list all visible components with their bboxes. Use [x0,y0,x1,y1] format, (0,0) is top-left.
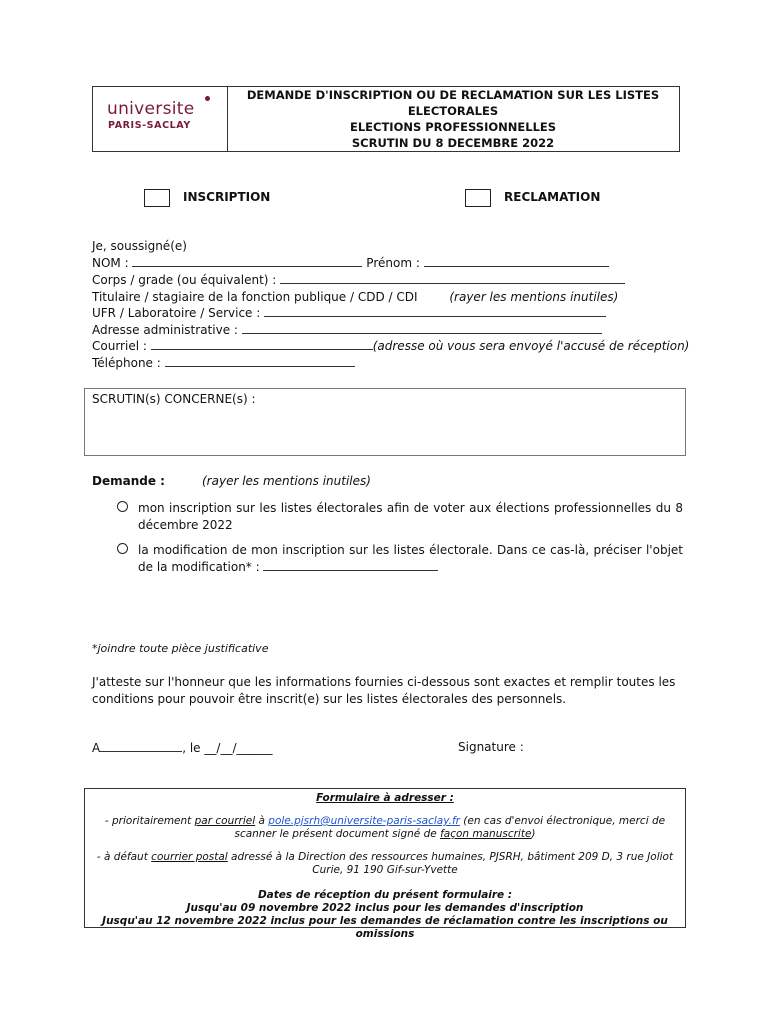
footer-text: (en cas d'envoi électronique, merci de [459,815,666,827]
form-title [227,87,679,151]
footer-dates-line: Jusqu'au 09 novembre 2022 inclus pour les demandes d'inscription [186,902,584,914]
prenom-label: Prénom : [366,256,420,270]
adresse-line [92,322,602,338]
nom-field[interactable] [132,255,362,267]
telephone-line [92,355,355,371]
inscription-label: INSCRIPTION [183,190,271,204]
logo-sub-text: PARIS-SACLAY [108,120,191,131]
nom-label: NOM : [92,256,129,270]
adresse-label: Adresse administrative : [92,323,238,337]
footer-text: façon manuscrite [440,828,532,840]
option-modification-text [138,542,683,576]
titulaire-label: Titulaire / stagiaire de la fonction publique / CDD / CDI [92,290,418,304]
scrutin-label: SCRUTIN(s) CONCERNE(s) : [92,392,256,406]
footer-text: adressé à la Direction des ressources humaines, PJSRH, bâtiment 209 D, 3 rue Joliot [227,851,674,863]
title-line: SCRUTIN DU 8 DECEMBRE 2022 [351,136,555,150]
footer-postal-line [85,851,685,864]
ufr-label: UFR / Laboratoire / Service : [92,306,261,320]
corps-label: Corps / grade (ou équivalent) : [92,273,277,287]
logo-main-text: universite [107,99,195,119]
footer-title: Formulaire à adresser : [316,792,454,804]
reclamation-checkbox[interactable] [465,189,491,207]
option-modification-radio[interactable] [117,543,128,554]
telephone-label: Téléphone : [92,356,161,370]
university-logo [93,87,228,151]
logo-dot-icon [205,96,210,101]
email-link[interactable]: pole.pjsrh@universite-paris-saclay.fr [268,815,460,827]
piece-note: *joindre toute pièce justificative [92,642,269,655]
footer-courriel-line [85,815,685,828]
a-prefix: A [92,741,101,755]
footer-box [84,788,686,940]
option-inscription-radio[interactable] [117,501,128,512]
inscription-checkbox[interactable] [144,189,170,207]
ufr-line [92,305,606,321]
footer-text: par courriel [194,815,256,827]
nom-line [92,255,609,271]
title-line: ELECTIONS PROFESSIONNELLES [349,120,557,134]
demande-note: (rayer les mentions inutiles) [202,474,371,488]
courriel-line [92,338,689,354]
footer-text: ) [531,828,536,840]
option-modification-label: la modification de mon inscription sur les listes électorale. Dans ce cas-là, préciser l'objet de la modification* : [138,543,683,574]
footer-address-line: Curie, 91 190 Gif-sur-Yvette [312,864,458,876]
courriel-note: (adresse où vous sera envoyé l'accusé de réception) [372,339,690,353]
titulaire-note: (rayer les mentions inutiles) [449,290,619,304]
signature-label: Signature : [458,740,524,754]
footer-scan-line [85,828,685,841]
footer-text: à [255,815,269,827]
option-inscription-text: mon inscription sur les listes électorales afin de voter aux élections professionnelles du 8 décembre 2022 [138,501,683,532]
modification-field[interactable] [263,559,438,571]
footer-dates-line: Jusqu'au 12 novembre 2022 inclus pour les demandes de réclamation contre les inscriptions ou omissions [102,915,668,940]
date-field[interactable]: __/__/______ [204,741,273,755]
footer-text: - prioritairement [104,815,195,827]
ufr-field[interactable] [264,305,606,317]
demande-label: Demande : [92,474,165,488]
form-header [92,86,680,152]
le-label: , le [182,741,201,755]
title-line: DEMANDE D'INSCRIPTION OU DE RECLAMATION SUR LES LISTES [246,88,660,102]
courriel-label: Courriel : [92,339,147,353]
footer-text: scanner le présent document signé de [234,828,441,840]
reclamation-label: RECLAMATION [504,190,601,204]
corps-line [92,272,625,288]
footer-dates-title: Dates de réception du présent formulaire : [257,889,513,901]
soussigne-line: Je, soussigné(e) [92,239,187,253]
scrutin-box[interactable] [84,388,686,456]
lieu-date-line [92,740,273,756]
title-line: ELECTORALES [407,104,499,118]
footer-text: - à défaut [96,851,152,863]
lieu-field[interactable] [100,740,182,752]
corps-field[interactable] [280,272,625,284]
titulaire-line [92,289,618,305]
prenom-field[interactable] [424,255,609,267]
telephone-field[interactable] [165,355,355,367]
courriel-field[interactable] [151,338,373,350]
attestation-text: J'atteste sur l'honneur que les informations fournies ci-dessous sont exactes et remplir toutes les conditions pour pouvoir être inscrit(e) sur les listes électorales des personnels. [92,675,676,706]
adresse-field[interactable] [242,322,602,334]
footer-text: courrier postal [151,851,228,863]
